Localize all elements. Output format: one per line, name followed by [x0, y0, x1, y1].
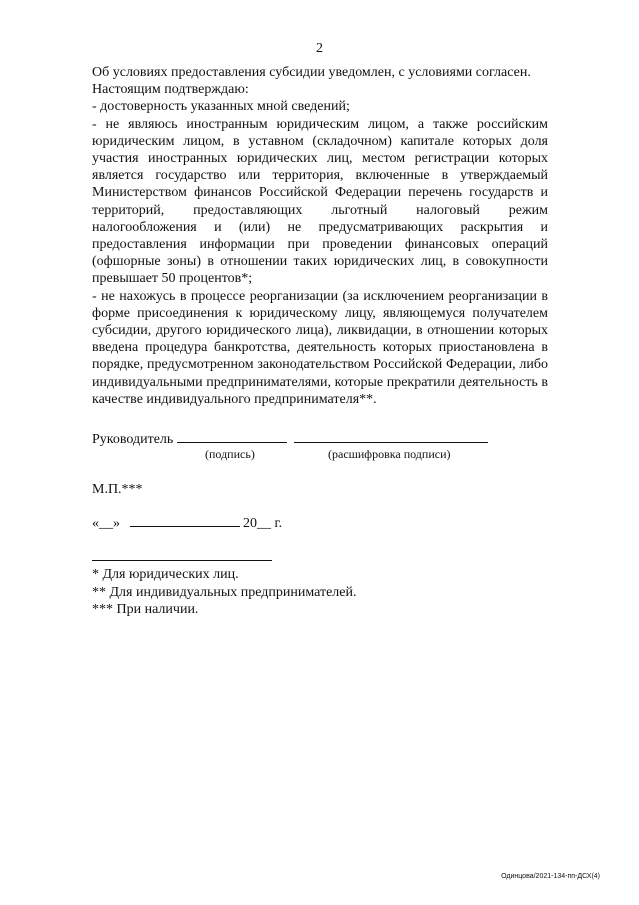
document-body — [92, 64, 548, 408]
signature-row — [92, 430, 488, 448]
director-label: Руководитель — [92, 432, 174, 447]
date-row — [92, 514, 282, 532]
signature-decode-caption: (расшифровка подписи) — [328, 447, 451, 461]
paragraph-notification: Об условиях предоставления субсидии уведомлен, с условиями согласен. — [92, 65, 531, 80]
date-day: «__» — [92, 516, 120, 531]
stamp-label: М.П.*** — [92, 482, 143, 497]
paragraph-confirm-intro: Настоящим подтверждаю: — [92, 82, 249, 98]
footnote-divider — [92, 560, 272, 561]
footnote-item: *** При наличии. — [92, 602, 199, 617]
paragraph-reliability: - достоверность указанных мной сведений; — [92, 99, 350, 115]
footnote-item: ** Для индивидуальных предпринимателей. — [92, 584, 357, 600]
paragraph-reorganization: - не нахожусь в процессе реорганизации (за исключением реорганизации в форме присоединения к юридическому лицу, являющемуся получателем субсидии, другого юридического лица), ликвидации, в отношении которых введена процедура банкротства, деятельность которых приостановлена в порядке, предусмотренном законодательством Российской Федерации, либо индивидуальными предпринимателями, которые прекратили деятельность в качестве индивидуального предпринимателя**. — [92, 288, 548, 407]
footnote-item: * Для юридических лиц. — [92, 567, 239, 582]
signature-decode-line — [294, 430, 488, 443]
footnotes — [92, 566, 356, 619]
signature-caption: (подпись) — [205, 447, 255, 461]
date-month-line — [130, 514, 240, 527]
signature-line — [177, 430, 287, 443]
date-year: 20__ — [243, 516, 271, 531]
document-code: Одинцова/2021-134-пп-ДСХ(4) — [501, 873, 600, 880]
paragraph-foreign-entity: - не являюсь иностранным юридическим лицом, а также российским юридическим лицом, в уставном (складочном) капитале которых доля участия иностранных юридических лиц, местом регистрации которых является государство или территория, включенные в утверждаемый Министерством финансов Российской Федерации перечень государств и территорий, предоставляющих льготный налоговый режим налогообложения и (или) не предусматривающих раскрытия и предоставления информации при проведении финансовых операций (офшорные зоны) в отношении таких юридических лиц, в совокупности превышает 50 процентов*; — [92, 116, 548, 287]
page-number: 2 — [316, 41, 323, 56]
date-year-suffix: г. — [274, 516, 283, 531]
